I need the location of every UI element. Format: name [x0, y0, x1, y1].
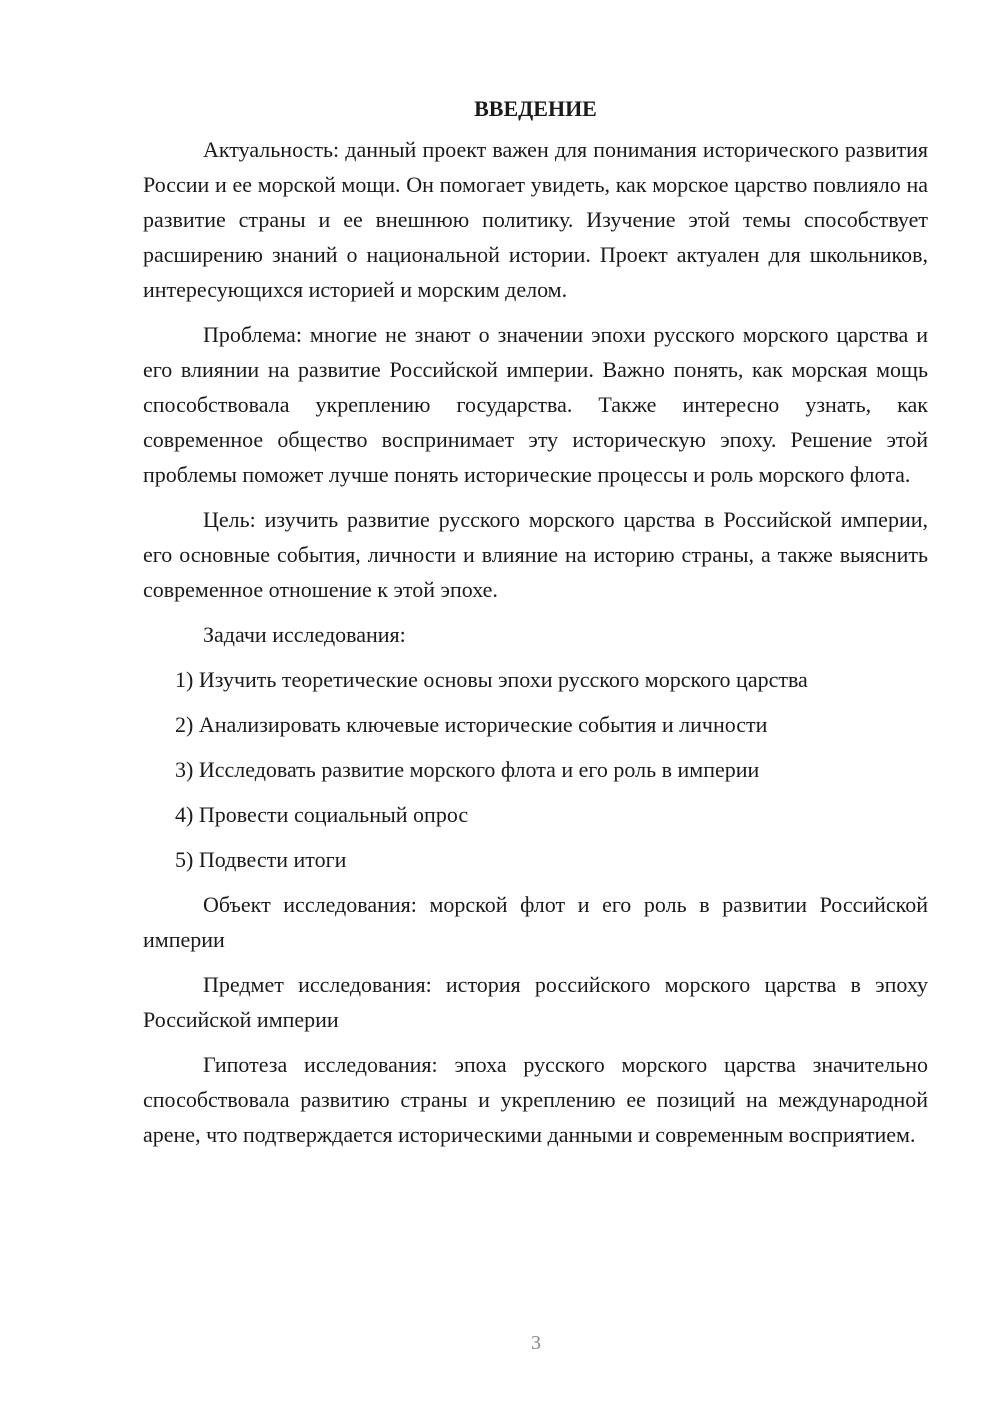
subject-paragraph: Предмет исследования: история российского морского царства в эпоху Российской империи [143, 972, 928, 1032]
list-item: 4) Провести социальный опрос [175, 802, 469, 827]
goal-paragraph: Цель: изучить развитие русского морского царства в Российской империи, его основные события, личности и влияние на историю страны, а также выяснить современное отношение к этой эпохе. [143, 507, 928, 602]
problem-paragraph: Проблема: многие не знают о значении эпохи русского морского царства и его влиянии на развитие Российской империи. Важно понять, как морская мощь способствовала укреплению государства. Также интересно узнать, как современное общество воспринимает эту историческую эпоху. Решение этой проблемы поможет лучше понять исторические процессы и роль морского флота. [143, 322, 928, 487]
list-item: 3) Исследовать развитие морского флота и его роль в империи [175, 757, 760, 782]
document-page [143, 92, 928, 1162]
page-title: ВВЕДЕНИЕ [474, 96, 597, 121]
page-number: 3 [531, 1332, 541, 1354]
relevance-paragraph: Актуальность: данный проект важен для понимания исторического развития России и ее морской мощи. Он помогает увидеть, как морское царство повлияло на развитие страны и ее внешнюю политику. Изучение этой темы способствует расширению знаний о национальной истории. Проект актуален для школьников, интересующихся историей и морским делом. [143, 137, 928, 302]
list-item: 2) Анализировать ключевые исторические события и личности [175, 712, 768, 737]
object-paragraph: Объект исследования: морской флот и его роль в развитии Российской империи [143, 892, 928, 952]
list-item: 5) Подвести итоги [175, 847, 347, 872]
tasks-heading: Задачи исследования: [203, 622, 406, 647]
hypothesis-paragraph: Гипотеза исследования: эпоха русского морского царства значительно способствовала развитию страны и укреплению ее позиций на международной арене, что подтверждается историческими данными и современным восприятием. [143, 1052, 928, 1147]
list-item: 1) Изучить теоретические основы эпохи русского морского царства [175, 667, 808, 692]
tasks-list [143, 662, 928, 877]
